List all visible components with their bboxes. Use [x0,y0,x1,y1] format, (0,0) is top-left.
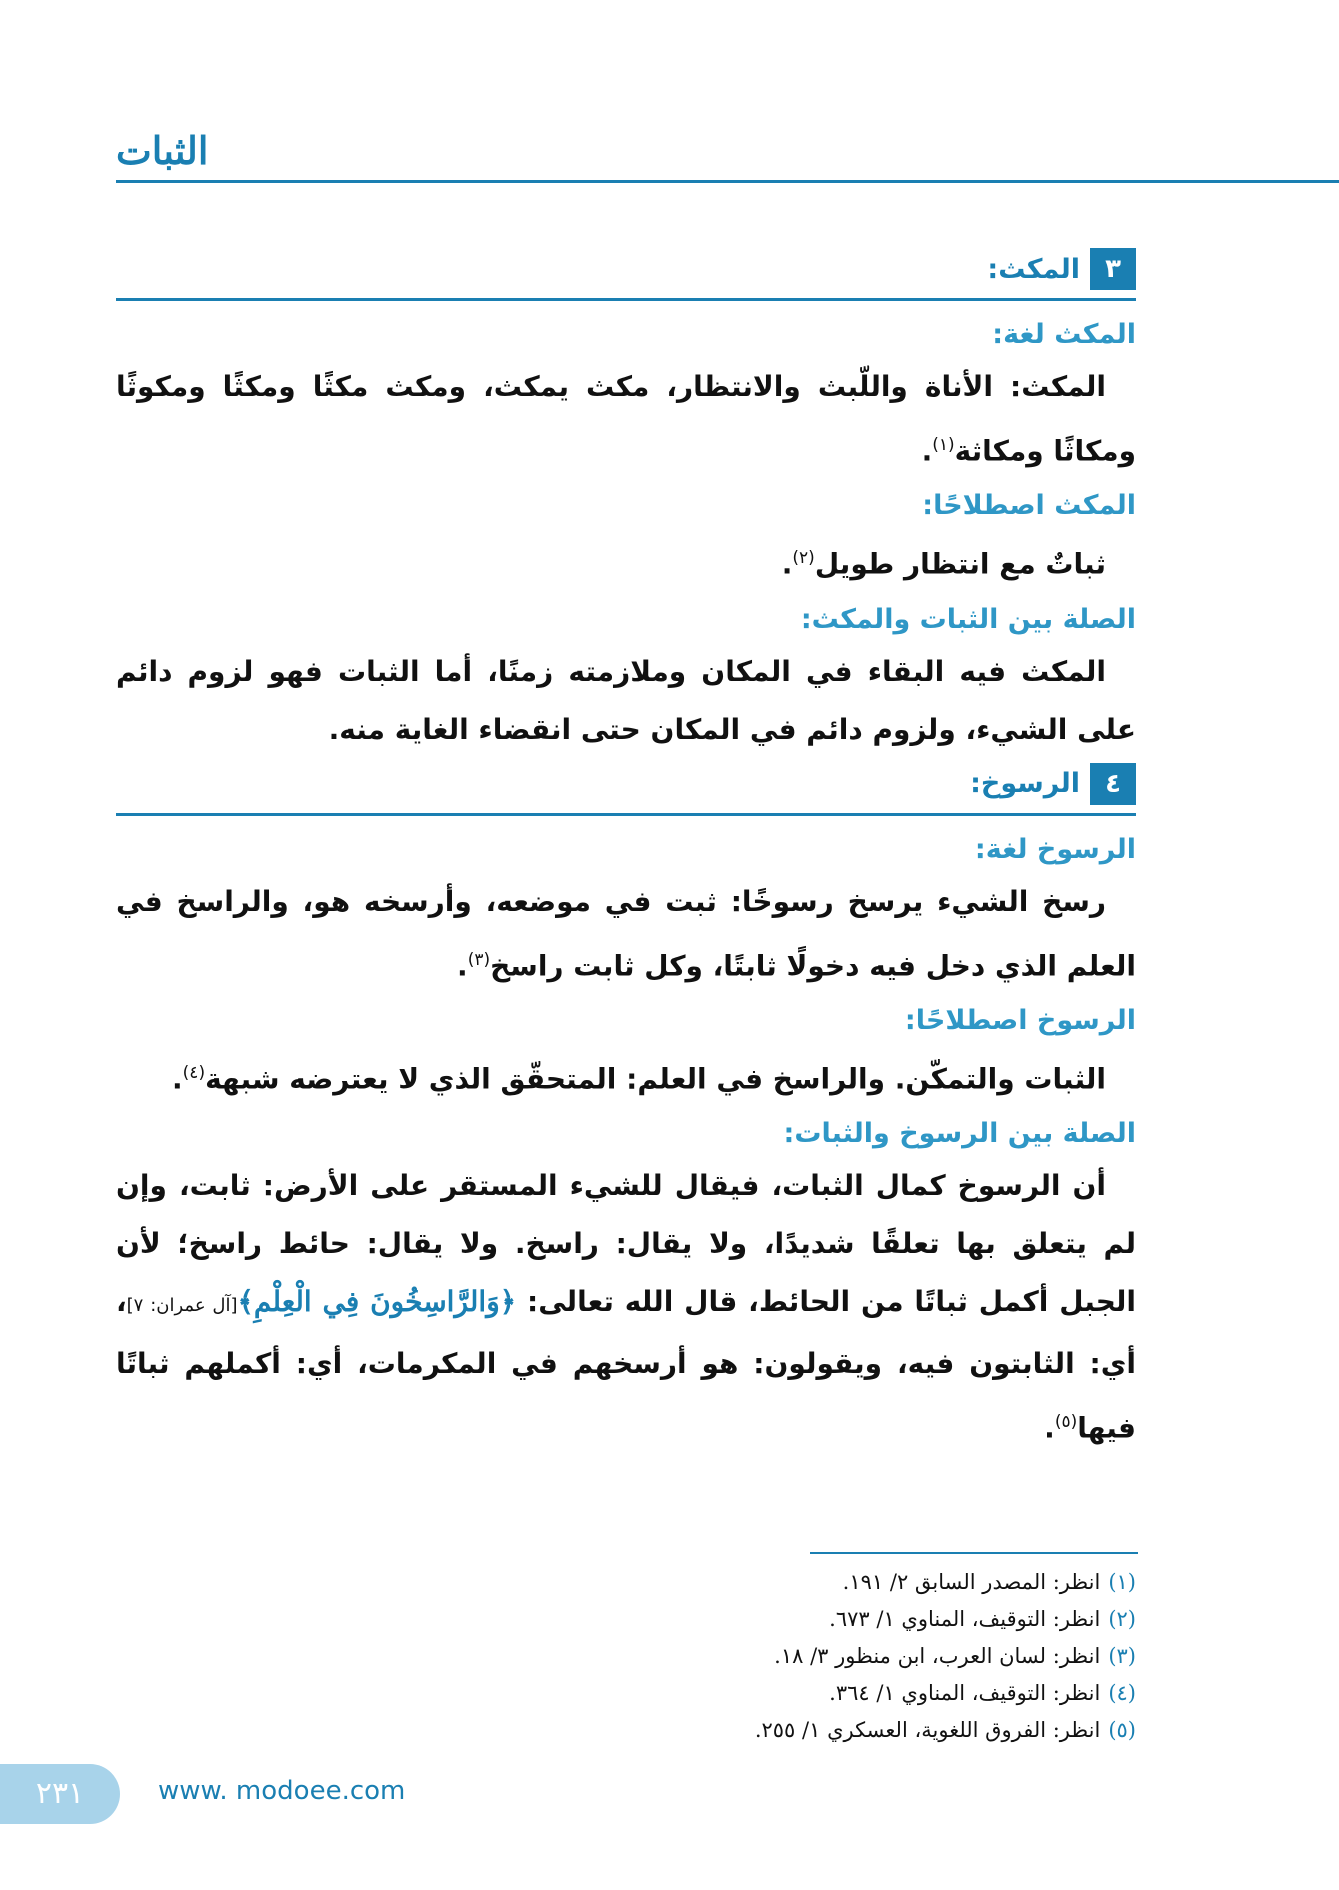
verse-citation: [آل عمران: ٧] [126,1295,238,1317]
footnote-item: (١)انظر: المصدر السابق ٢/ ١٩١. [842,1570,1136,1594]
footnote-ref[interactable]: (٣) [467,949,491,970]
subheading: الصلة بين الرسوخ والثبات: [783,1118,1136,1150]
footnote-rule [810,1552,1138,1554]
paragraph: أن الرسوخ كمال الثبات، فيقال للشيء المستقر على الأرض: ثابت، وإن لم يتعلق بها تعلقًا شديدًا، ولا يقال: راسخ. ولا يقال: حائط راسخ؛ لأن الجبل أكمل ثباتًا من الحائط، قال الله تعالى: ﴿وَالرَّاسِخُونَ فِي الْعِلْمِ﴾[آل عمران: ٧]، أي: الثابتون فيه، ويقولون: هو أرسخهم في المكرمات، أي: أكملهم ثباتًا فيها$^{(٥)}$. [116,1169,1136,1445]
page-number: ٢٣١ [0,1764,120,1824]
section-rule [116,813,1136,816]
footnote-ref[interactable]: (١) [932,435,955,455]
header-rule [116,180,1339,183]
quran-verse: ﴿وَالرَّاسِخُونَ فِي الْعِلْمِ﴾ [237,1285,517,1319]
subheading: الرسوخ لغة: [974,833,1136,865]
paragraph: المكث فيه البقاء في المكان وملازمته زمنًا، أما الثبات فهو لزوم دائم على الشيء، ولزوم دائم في المكان حتى انقضاء الغاية منه. [116,654,1136,746]
footnote-item: (٥)انظر: الفروق اللغوية، العسكري ١/ ٢٥٥. [754,1718,1136,1742]
footnotes [116,1564,1136,1749]
section-rule [116,298,1136,301]
footnote-ref[interactable]: (٥) [1054,1412,1078,1433]
page-content [116,248,1136,1458]
section-title: المكث: [987,253,1080,285]
running-title: الثبات [116,128,209,173]
paragraph: رسخ الشيء يرسخ رسوخًا: ثبت في موضعه، وأرسخه هو، والراسخ في العلم الذي دخل فيه دخولًا ثابتًا، وكل ثابت راسخ$^{(٣)}$. [116,884,1136,982]
section-title: الرسوخ: [970,768,1080,800]
subheading: المكث اصطلاحًا: [922,490,1136,522]
subheading: الرسوخ اصطلاحًا: [904,1004,1136,1036]
footnote-item: (٣)انظر: لسان العرب، ابن منظور ٣/ ١٨. [774,1644,1136,1668]
footnote-item: (٤)انظر: التوقيف، المناوي ١/ ٣٦٤. [829,1681,1136,1705]
paragraph: المكث: الأناة واللّبث والانتظار، مكث يمكث، ومكث مكثًا ومكثًا ومكوثًا ومكاثًا ومكاثة$^{(١)}$. [116,370,1136,468]
section-heading-3 [116,248,1136,290]
section-heading-4 [116,763,1136,805]
footnote-ref[interactable]: (٤) [182,1062,206,1083]
subheading: الصلة بين الثبات والمكث: [800,603,1136,635]
paragraph: ثباتٌ مع انتظار طويل$^{(٢)}$. [781,547,1106,581]
section-number-badge: ٣ [1090,248,1136,290]
subheading: المكث لغة: [992,319,1136,350]
footnote-item: (٢)انظر: التوقيف، المناوي ١/ ٦٧٣. [829,1607,1136,1631]
footnote-ref[interactable]: (٢) [792,548,815,569]
paragraph: الثبات والتمكّن. والراسخ في العلم: المتحقّق الذي لا يعترضه شبهة$^{(٤)}$. [172,1062,1106,1096]
site-link[interactable]: www. modoee.com [158,1776,406,1806]
section-number-badge: ٤ [1090,763,1136,805]
